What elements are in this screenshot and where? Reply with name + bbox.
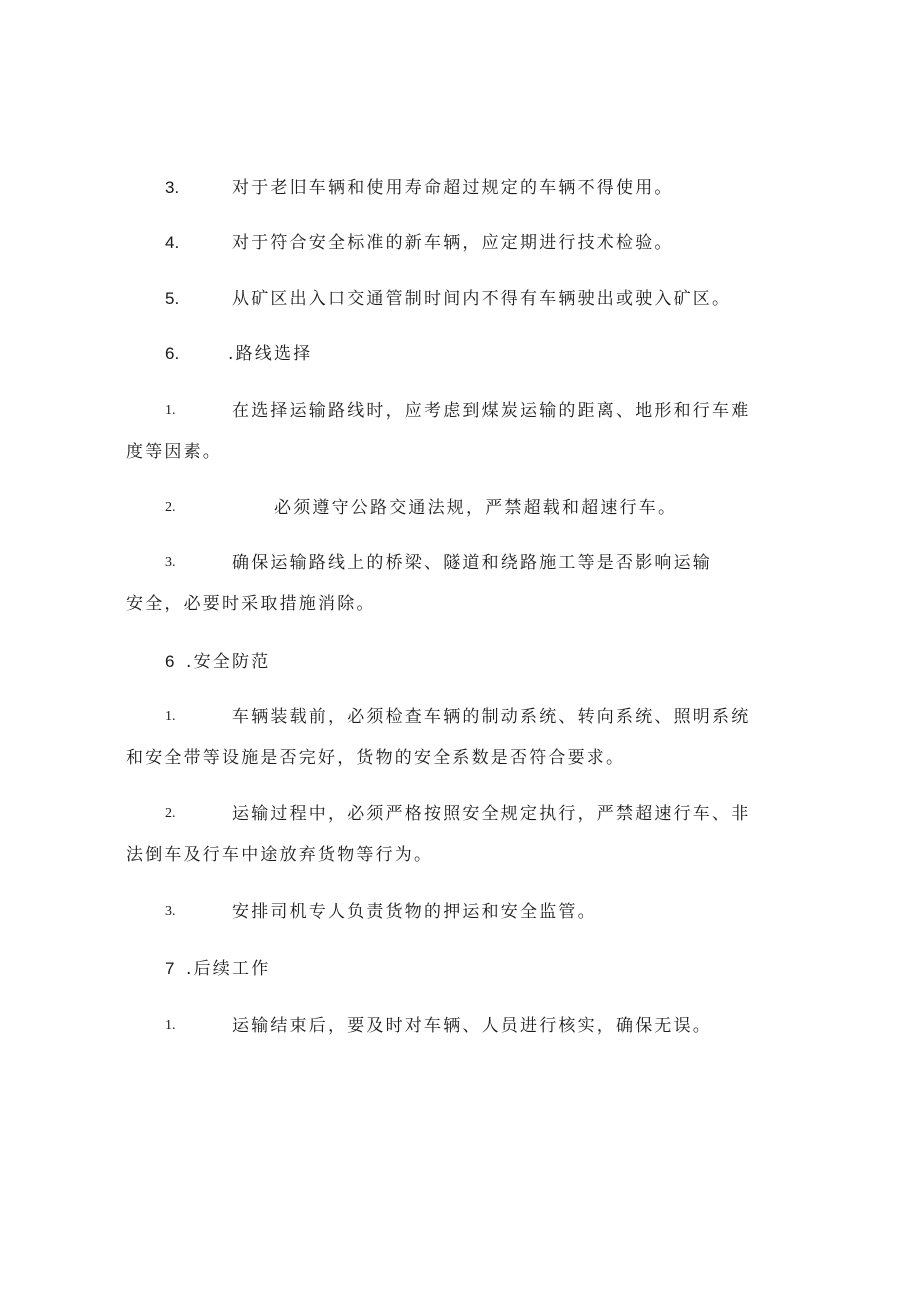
section-number: 6. <box>165 344 180 363</box>
section-title: .后续工作 <box>186 959 271 979</box>
item-text: 对于符合安全标准的新车辆，应定期进行技术检验。 <box>232 233 674 253</box>
item-number: 3. <box>165 178 180 197</box>
section-number: 7 <box>165 959 175 978</box>
section-title: .安全防范 <box>186 652 271 672</box>
item-text: 必须遵守公路交通法规，严禁超载和超速行车。 <box>274 498 678 518</box>
section-number: 6 <box>165 652 175 671</box>
item-text: 运输过程中，必须严格按照安全规定执行，严禁超速行车、非 <box>232 804 751 824</box>
item-number: 1. <box>165 1018 176 1033</box>
item-number: 5. <box>165 289 180 308</box>
item-number: 1. <box>165 709 176 724</box>
item-text: 在选择运输路线时，应考虑到煤炭运输的距离、地形和行车难 <box>232 401 751 421</box>
item-number: 1. <box>165 403 176 418</box>
item-text: 运输结束后，要及时对车辆、人员进行核实，确保无误。 <box>232 1016 712 1036</box>
item-number: 3. <box>165 904 176 919</box>
item-text-continuation: 法倒车及行车中途放弃货物等行为。 <box>126 845 434 865</box>
item-text: 安排司机专人负责货物的押运和安全监管。 <box>232 902 597 922</box>
item-text-continuation: 安全，必要时采取措施消除。 <box>126 594 376 614</box>
item-text: 车辆装载前，必须检查车辆的制动系统、转向系统、照明系统 <box>232 707 751 727</box>
section-title: .路线选择 <box>228 344 313 364</box>
item-number: 3. <box>165 555 176 570</box>
item-number: 4. <box>165 233 180 252</box>
item-text-continuation: 度等因素。 <box>126 442 222 462</box>
item-text: 确保运输路线上的桥梁、隧道和绕路施工等是否影响运输 <box>232 553 712 573</box>
item-number: 2. <box>165 500 176 515</box>
item-text: 从矿区出入口交通管制时间内不得有车辆驶出或驶入矿区。 <box>232 289 732 309</box>
item-text-continuation: 和安全带等设施是否完好，货物的安全系数是否符合要求。 <box>126 748 626 768</box>
item-text: 对于老旧车辆和使用寿命超过规定的车辆不得使用。 <box>232 178 674 198</box>
item-number: 2. <box>165 806 176 821</box>
